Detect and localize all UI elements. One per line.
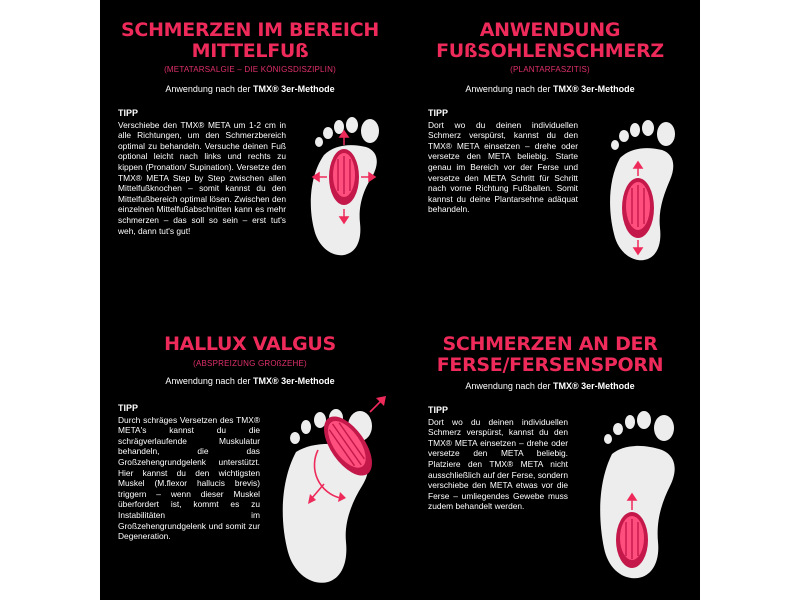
meta-roller-icon <box>622 178 654 238</box>
method-brand: TMX® 3er-Methode <box>552 84 635 94</box>
tip-heading: TIPP <box>118 108 139 118</box>
panel-title: HALLUX VALGUS <box>164 333 336 355</box>
foot-illustration <box>292 105 392 265</box>
tip-block <box>428 108 578 215</box>
tip-block <box>428 405 568 512</box>
panel-title: SCHMERZEN IM BEREICH MITTELFUß <box>121 19 379 62</box>
meta-roller-icon <box>616 512 648 568</box>
method-prefix: Anwendung nach der <box>465 84 551 94</box>
panel-subtitle: (PLANTARFASZITIS) <box>510 65 590 74</box>
foot-illustration <box>580 398 690 588</box>
method-brand: TMX® 3er-Methode <box>252 84 335 94</box>
tmx-meta-infographic <box>100 0 700 600</box>
panel-mittelfuss <box>100 0 400 300</box>
method-prefix: Anwendung nach der <box>165 84 251 94</box>
tip-heading: TIPP <box>428 108 449 118</box>
tip-heading: TIPP <box>428 405 449 415</box>
panel-subtitle: (ABSPREIZUNG GROßZEHE) <box>193 359 307 368</box>
method-line <box>100 84 400 95</box>
method-brand: TMX® 3er-Methode <box>552 381 635 391</box>
method-line <box>400 381 700 392</box>
panel-ferse-fersensporn <box>400 300 700 600</box>
tip-block <box>118 108 286 236</box>
tip-text: Dort wo du deinen individuellen Schmerz verspürst, kannst du den TMX® META einsetzen – drehe oder versetze den META beliebig. Platziere den TMX® META nicht ausschließlich auf der Ferse, sondern verschiebe den META etwas vor die Ferse – umliegendes Gewebe muss zudem behandelt werden. <box>428 416 568 512</box>
panel-hallux-valgus <box>100 300 400 600</box>
tip-text: Durch schräges Versetzen des TMX® META's kannst du die schrägverlaufende Muskulatur behandeln, die das Großzehengrundgelenk unterstützt. Hier kannst du den wichtigsten Muskel (M.flexor hallucis brevis) triggern – wenn dieser Muskel überfordert ist, kommt es zu Instabilitäten im Großzehengrundgelenk und somit zur Degeneration. <box>118 414 260 542</box>
foot-illustration <box>590 108 690 268</box>
tip-text: Dort wo du deinen individuellen Schmerz verspürst, kannst du den TMX® META einsetzen – drehe oder versetze den META beliebig. Starte genau im Bereich vor der Ferse und versetze den META Schritt für Schritt nach vorne Richtung Fußballen. Somit kannst du deine Plantarsehne adäquat behandeln. <box>428 119 578 215</box>
tip-heading: TIPP <box>118 403 139 413</box>
meta-roller-icon <box>329 149 359 205</box>
method-prefix: Anwendung nach der <box>165 376 251 386</box>
panel-subtitle: (METATARSALGIE – DIE KÖNIGSDISZIPLIN) <box>164 65 336 74</box>
method-line <box>400 84 700 95</box>
panel-title: ANWENDUNG FUßSOHLENSCHMERZ <box>436 19 664 62</box>
method-brand: TMX® 3er-Methode <box>252 376 335 386</box>
tip-text: Verschiebe den TMX® META um 1-2 cm in alle Richtungen, um den Schmerzbereich optimal zu behandeln. Versuche deinen Fuß optional leicht nach links und rechts zu kippen (Pronation/ Supination). Versetze den TMX® META Step by Step zwischen allen Mittelfußknochen – somit kannst du den Mittelfußbereich optimal lösen. Zwischen den einzelnen Mittelfußabschnitten kann es mehr schmerzen – das soll so sein – erst tut's weh, dann tut's gut! <box>118 119 286 236</box>
tip-block <box>118 403 260 542</box>
method-line <box>100 376 400 387</box>
method-prefix: Anwendung nach der <box>465 381 551 391</box>
panel-fusssohlenschmerz <box>400 0 700 300</box>
panel-title: SCHMERZEN AN DER FERSE/FERSENSPORN <box>436 333 664 376</box>
foot-illustration <box>266 392 396 592</box>
